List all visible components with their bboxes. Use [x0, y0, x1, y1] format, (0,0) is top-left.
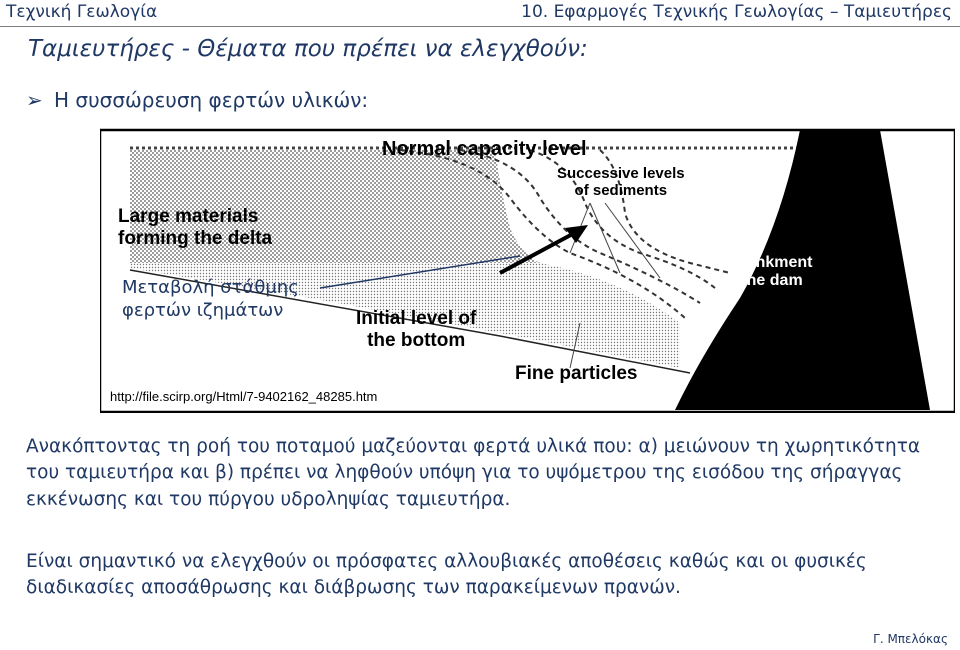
header-divider — [0, 26, 960, 27]
successive-levels-line2: of sediments — [574, 182, 668, 200]
paragraph-alluvial-deposits: Είναι σημαντικό να ελεγχθούν οι πρόσφατες αλλουβιακές αποθέσεις καθώς και οι φυσικές διαδικασίες αποσάθρωσης και διάβρωσης των παρακείμενων πρανών. — [26, 551, 867, 599]
initial-bottom-line1: Initial level of — [356, 308, 477, 329]
large-materials-label — [118, 206, 272, 250]
large-materials-line1: Large materials — [118, 206, 259, 227]
source-url: http://file.scirp.org/Html/7-9402162_48285.htm — [110, 389, 378, 404]
fine-particles-label: Fine particles — [515, 363, 638, 384]
initial-bottom-label — [356, 308, 476, 352]
paragraph-reservoir-capacity: Ανακόπτοντας τη ροή του ποταμού μαζεύονται φερτά υλικά που: α) μειώνουν τη χωρητικότητα του ταμιευτήρα και β) πρέπει να ληφθούν υπόψη για το υψόμετρου της εισόδου της σήραγγας εκκένωσης και του πύργου υδροληψίας ταμιευτήρα. — [26, 436, 921, 510]
header-course-title: Τεχνική Γεωλογία — [6, 2, 158, 22]
annotation-line2: φερτών ιζημάτων — [122, 300, 284, 322]
footer-author: Γ. Μπελόκας — [873, 632, 948, 646]
bullet-text: Η συσσώρευση φερτών υλικών: — [54, 88, 369, 112]
normal-capacity-label: Normal capacity level — [382, 138, 587, 160]
embankment-line2: of the dam — [721, 272, 803, 290]
successive-levels-label — [557, 165, 685, 200]
large-materials-line2: forming the delta — [118, 227, 273, 249]
successive-levels-line1: Successive levels — [557, 165, 685, 182]
header-chapter-title: 10. Εφαρμογές Τεχνικής Γεωλογίας – Ταμιευτήρες — [521, 2, 952, 22]
slide-title: Ταμιευτήρες - Θέματα που πρέπει να ελεγχθούν: — [28, 36, 588, 62]
sediment-change-annotation — [122, 276, 299, 323]
initial-bottom-line2: the bottom — [367, 329, 466, 351]
bullet-item — [26, 88, 368, 112]
sediment-diagram — [100, 128, 955, 413]
embankment-line1: Embankment — [712, 254, 813, 271]
embankment-label — [712, 254, 812, 291]
arrowhead-bullet-icon: ➢ — [26, 88, 43, 112]
annotation-line1: Μεταβολή στάθμης — [122, 277, 299, 298]
